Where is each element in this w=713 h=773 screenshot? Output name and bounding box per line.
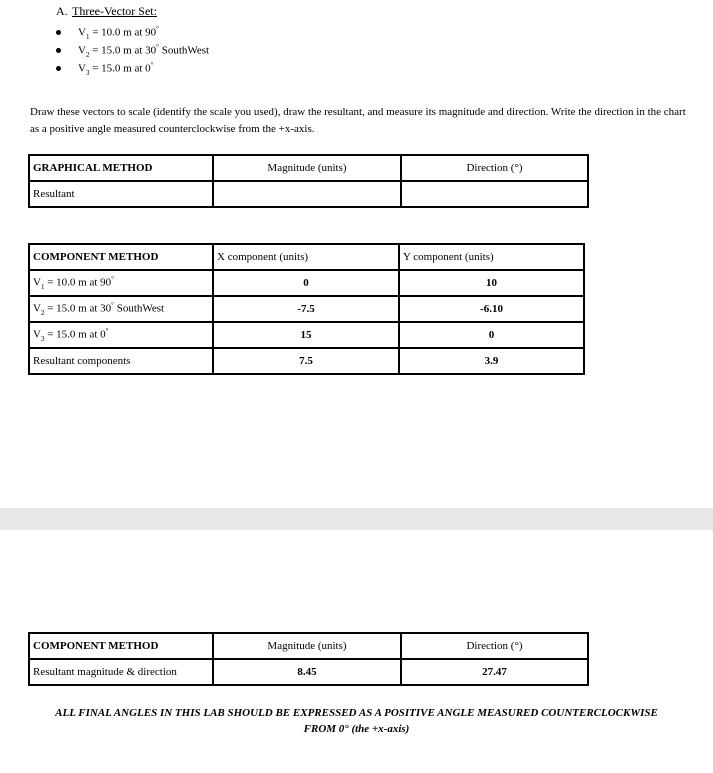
- graphical-method-table: [28, 154, 589, 208]
- magnitude-cell[interactable]: 8.45: [213, 659, 401, 685]
- table-header-cell: Magnitude (units): [213, 633, 401, 659]
- component-method-table: [28, 243, 585, 375]
- section-title: [56, 4, 157, 19]
- row-label: Resultant magnitude & direction: [29, 659, 213, 685]
- page-divider-band: [0, 508, 713, 530]
- bullet-icon: [56, 66, 61, 71]
- table-row: [29, 348, 584, 374]
- vector-list: [56, 20, 210, 77]
- y-component-cell[interactable]: 3.9: [399, 348, 584, 374]
- section-title-text: Three-Vector Set:: [72, 4, 157, 18]
- direction-cell[interactable]: [401, 181, 588, 207]
- row-label: $V_2 = 15.0$ m at 30° SouthWest: [29, 296, 213, 322]
- table-row: [29, 296, 584, 322]
- row-label: Resultant components: [29, 348, 213, 374]
- x-component-cell[interactable]: 0: [213, 270, 399, 296]
- table-header-row: [29, 633, 588, 659]
- row-label: Resultant: [29, 181, 213, 207]
- table-row: [29, 270, 584, 296]
- table-header-cell: Direction (°): [401, 155, 588, 181]
- table-header-row: [29, 244, 584, 270]
- result-table: [28, 632, 589, 686]
- footer-line: FROM 0° (the +x-axis): [303, 723, 410, 735]
- table-header-cell: COMPONENT METHOD: [29, 633, 213, 659]
- table-header-cell: X component (units): [213, 244, 399, 270]
- table-header-cell: GRAPHICAL METHOD: [29, 155, 213, 181]
- y-component-cell[interactable]: 10: [399, 270, 584, 296]
- footer-line: ALL FINAL ANGLES IN THIS LAB SHOULD BE EXPRESSED AS A POSITIVE ANGLE MEASURED COUNTERCLOCKWISE: [55, 707, 658, 719]
- table-header-row: [29, 155, 588, 181]
- row-label: $V_1 = 10.0$ m at 90°: [29, 270, 213, 296]
- vector-item: $V_3 = 15.0$ m at 0°: [56, 56, 209, 74]
- y-component-cell[interactable]: -6.10: [399, 296, 584, 322]
- magnitude-cell[interactable]: [213, 181, 401, 207]
- table-row: [29, 181, 588, 207]
- table-header-cell: Direction (°): [401, 633, 588, 659]
- direction-cell[interactable]: 27.47: [401, 659, 588, 685]
- footer-note: [0, 705, 713, 737]
- table-header-cell: Y component (units): [399, 244, 584, 270]
- table-row: [29, 322, 584, 348]
- instructions-text: Draw these vectors to scale (identify the scale you used), draw the resultant, and measure its magnitude and direction. Write the direction in the chart as a positive angle measured counterclockwise from the +x-axis.: [30, 106, 686, 135]
- vector-item: $V_2 = 15.0$ m at 30° SouthWest: [56, 38, 209, 56]
- x-component-cell[interactable]: 7.5: [213, 348, 399, 374]
- table-header-cell: COMPONENT METHOD: [29, 244, 213, 270]
- y-component-cell[interactable]: 0: [399, 322, 584, 348]
- table-row: [29, 659, 588, 685]
- row-label: $V_3 = 15.0$ m at 0°: [29, 322, 213, 348]
- section-letter: A.: [56, 4, 68, 18]
- x-component-cell[interactable]: -7.5: [213, 296, 399, 322]
- bullet-icon: [56, 48, 61, 53]
- table-header-cell: Magnitude (units): [213, 155, 401, 181]
- x-component-cell[interactable]: 15: [213, 322, 399, 348]
- bullet-icon: [56, 30, 61, 35]
- vector-item: $V_1 = 10.0$ m at 90°: [56, 20, 209, 38]
